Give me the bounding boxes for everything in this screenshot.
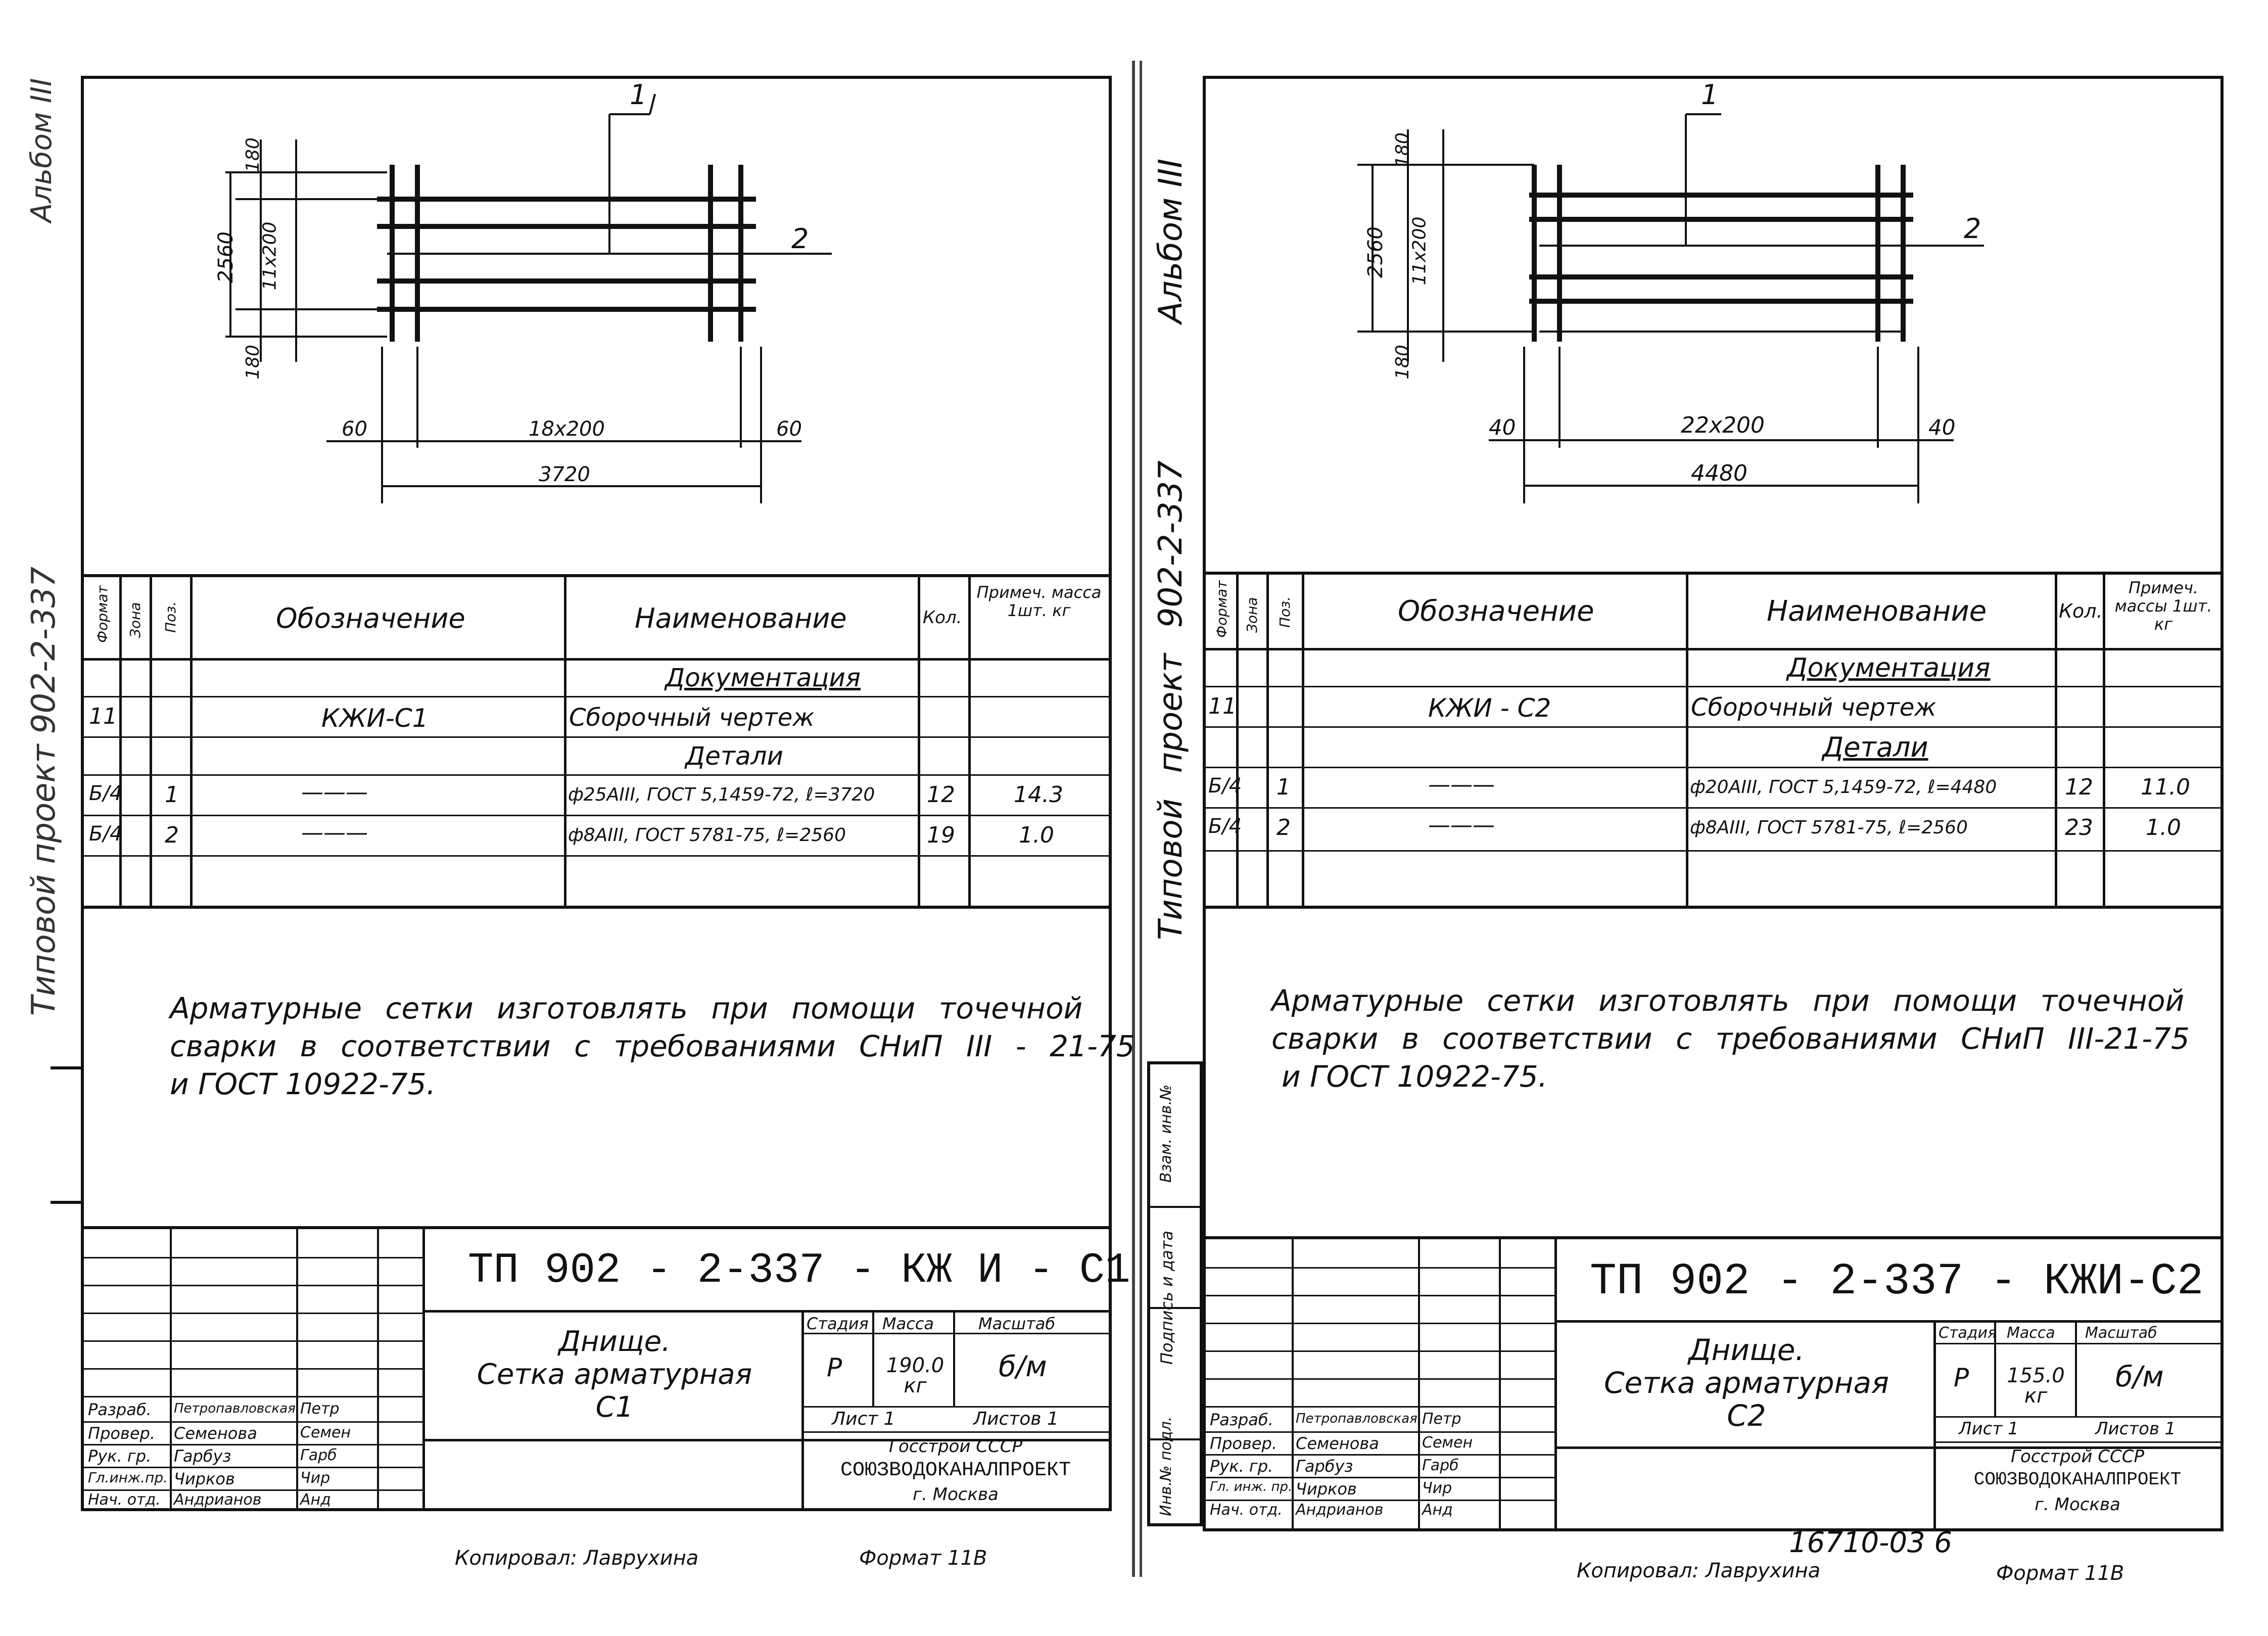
title-name-1: Днище.: [1688, 1333, 1805, 1367]
scale-label: Масштаб: [2085, 1324, 2157, 1342]
role-3: Гл.инж.пр.: [88, 1469, 168, 1486]
dim-right: 60: [776, 417, 802, 441]
org-1: Госстрой СССР: [889, 1436, 1022, 1457]
dim-right: 40: [1928, 415, 1956, 440]
stage-value: Р: [1954, 1363, 1969, 1392]
role-1: Провер.: [88, 1424, 155, 1443]
row2-note: 11.0: [2141, 774, 2190, 800]
note-line-1: Арматурные сетки изготовлять при помощи точечной: [1271, 984, 2185, 1018]
dim-left: 40: [1489, 415, 1516, 440]
hdr-qty: Кол.: [2059, 600, 2103, 622]
dim-total: 3720: [539, 463, 590, 486]
stage-label: Стадия: [1939, 1324, 1997, 1342]
signature-2: Гарб: [300, 1446, 337, 1464]
sheet-num: Лист 1: [832, 1409, 895, 1429]
section-details: Детали: [685, 741, 784, 771]
org-3: г. Москва: [913, 1484, 999, 1505]
hdr-pos: Поз.: [1277, 596, 1293, 628]
hdr-qty: Кол.: [923, 607, 962, 628]
signature-1: Семен: [1422, 1434, 1473, 1452]
dim-height: 2560: [214, 231, 238, 283]
row2-format: Б/4: [1208, 774, 1242, 798]
role-0: Разраб.: [88, 1400, 152, 1419]
callout-2: 2: [1964, 213, 1981, 245]
name-4: Андрианов: [1296, 1501, 1384, 1519]
title-block: [84, 1226, 1130, 1511]
row2-designation: ———: [301, 779, 368, 805]
row2-note: 14.3: [1014, 782, 1063, 808]
name-0: Петропавловская: [1296, 1411, 1418, 1426]
role-1: Провер.: [1210, 1434, 1277, 1453]
row3-note: 1.0: [1019, 822, 1054, 848]
hdr-note: Примеч. масса 1шт. кг: [976, 583, 1102, 620]
row2-qty: 12: [2065, 774, 2093, 800]
copied-by-2: Копировал: Лаврухина: [1577, 1559, 1821, 1582]
dim-top1: 180: [242, 137, 263, 172]
dim-bottom1: 180: [1392, 345, 1413, 380]
callout-1: 1: [630, 79, 647, 111]
dim-top1: 180: [1392, 132, 1413, 167]
hdr-zone: Зона: [127, 602, 144, 638]
drawing-sheet-1: [81, 76, 1135, 1511]
name-3: Чирков: [1296, 1479, 1357, 1499]
row3-pos: 2: [165, 822, 179, 848]
org-2: СОЮЗВОДОКАНАЛПРОЕКТ: [840, 1459, 1071, 1482]
copied-by-1: Копировал: Лаврухина: [455, 1547, 699, 1570]
name-1: Семенова: [1296, 1434, 1379, 1453]
name-4: Андрианов: [174, 1491, 262, 1509]
section-docs: Документация: [665, 663, 861, 692]
signature-4: Анд: [1422, 1501, 1453, 1519]
dim-bottom1: 180: [242, 345, 263, 380]
row1-designation: КЖИ - С2: [1428, 693, 1551, 723]
row2-qty: 12: [927, 782, 955, 808]
row3-note: 1.0: [2146, 815, 2181, 840]
callout-1: 1: [1701, 79, 1719, 111]
hdr-name: Наименование: [635, 602, 847, 634]
title-name-1: Днище.: [558, 1325, 671, 1358]
stamp-number: 16710-03 6: [1789, 1526, 1953, 1559]
mass-label: Масса: [2007, 1324, 2055, 1342]
note-line-1: Арматурные сетки изготовлять при помощи точечной: [170, 991, 1083, 1025]
hdr-designation: Обозначение: [1398, 595, 1594, 628]
dim-left: 60: [342, 417, 367, 441]
signature-1: Семен: [300, 1424, 351, 1441]
stage-value: Р: [827, 1353, 842, 1382]
sheets-total: Листов 1: [973, 1409, 1059, 1429]
row2-name: ф25АIII, ГОСТ 5,1459-72, ℓ=3720: [568, 784, 875, 805]
inv-orig-label: Инв.№ подл.: [1157, 1416, 1175, 1516]
org-3: г. Москва: [2035, 1494, 2120, 1515]
dim-height: 2560: [1363, 226, 1387, 278]
note-line-2: сварки в соответствии с требованиями СНиП III-21-75: [1271, 1021, 2190, 1056]
row1-format: 11: [1208, 693, 1237, 719]
row3-designation: ———: [1428, 812, 1495, 838]
role-4: Нач. отд.: [1210, 1501, 1283, 1519]
doc-code: ТП 902 - 2-337 - КЖ И - С1: [468, 1247, 1130, 1295]
replace-inv-label: Взам. инв.№: [1157, 1084, 1175, 1183]
role-3: Гл. инж. пр.: [1210, 1479, 1293, 1494]
row1-designation: КЖИ-С1: [321, 704, 429, 733]
row1-name: Сборочный чертеж: [569, 704, 815, 732]
name-2: Гарбуз: [174, 1446, 231, 1466]
hdr-format: Формат: [1213, 580, 1230, 638]
hdr-format: Формат: [94, 585, 111, 643]
sheets-total: Листов 1: [2095, 1419, 2176, 1439]
left-margin-album: Альбом III: [25, 78, 58, 222]
dim-middle: 18x200: [529, 417, 605, 441]
hdr-name: Наименование: [1767, 595, 1987, 628]
row3-qty: 23: [2065, 815, 2093, 840]
note-line-3: и ГОСТ 10922-75.: [170, 1067, 436, 1101]
scale-value: б/м: [999, 1350, 1047, 1383]
mass-value: 155.0 кг: [2007, 1364, 2065, 1408]
mesh-drawing-c2: [1206, 79, 2227, 574]
row3-pos: 2: [1277, 815, 1291, 840]
signature-0: Петр: [300, 1400, 340, 1418]
title-name-3: С2: [1727, 1398, 1766, 1433]
role-0: Разраб.: [1210, 1410, 1273, 1429]
signature-4: Анд: [300, 1491, 331, 1509]
role-2: Рук. гр.: [1210, 1457, 1273, 1476]
hdr-designation: Обозначение: [276, 602, 465, 634]
left-margin-text: Типовой проект 902-2-337: [25, 567, 63, 1016]
hdr-note: Примеч. массы 1шт. кг: [2114, 578, 2212, 634]
dim-spacing: 11x200: [1409, 216, 1430, 286]
role-2: Рук. гр.: [88, 1446, 152, 1466]
section-details: Детали: [1822, 731, 1928, 763]
mass-value: 190.0 кг: [886, 1354, 944, 1397]
section-docs: Документация: [1787, 653, 1991, 683]
doc-code: ТП 902 - 2-337 - КЖИ-С2: [1590, 1257, 2204, 1307]
title-name-3: С1: [595, 1391, 634, 1424]
title-name-2: Сетка арматурная: [1604, 1366, 1889, 1400]
row2-pos: 1: [1277, 774, 1291, 800]
name-3: Чирков: [174, 1469, 235, 1488]
role-4: Нач. отд.: [88, 1491, 161, 1509]
note-line-2: сварки в соответствии с требованиями СНиП III - 21-75: [170, 1029, 1135, 1063]
scale-label: Масштаб: [978, 1314, 1056, 1333]
signature-3: Чир: [1422, 1479, 1452, 1497]
hdr-pos: Поз.: [162, 601, 179, 633]
dim-spacing: 11x200: [259, 221, 280, 291]
left-margin-bracket: [51, 1066, 84, 1204]
row3-designation: ———: [301, 820, 368, 846]
row3-format: Б/4: [89, 822, 123, 846]
row2-designation: ———: [1428, 772, 1495, 798]
org-1: Госстрой СССР: [2011, 1446, 2144, 1467]
drawing-sheet-2: [1203, 76, 2224, 1531]
name-0: Петропавловская: [174, 1401, 296, 1416]
signature-0: Петр: [1422, 1410, 1461, 1428]
spec-table: [1206, 572, 2220, 909]
title-block: [1206, 1236, 2220, 1531]
project-label: Типовой проект 902-2-337: [1152, 460, 1190, 940]
note-line-3: и ГОСТ 10922-75.: [1282, 1059, 1548, 1094]
row3-qty: 19: [927, 822, 955, 848]
row2-pos: 1: [165, 782, 179, 808]
format-2: Формат 11В: [1996, 1562, 2124, 1585]
name-1: Семенова: [174, 1424, 257, 1443]
signature-3: Чир: [300, 1469, 330, 1487]
mesh-drawing-c1: [84, 79, 1115, 574]
dim-middle: 22x200: [1681, 412, 1765, 438]
row3-name: ф8АIII, ГОСТ 5781-75, ℓ=2560: [1690, 817, 1968, 838]
sheet-num: Лист 1: [1959, 1419, 2019, 1439]
scale-value: б/м: [2115, 1361, 2164, 1393]
row3-format: Б/4: [1208, 815, 1242, 838]
sign-date-label: Подпись и дата: [1157, 1230, 1176, 1365]
row2-name: ф20АIII, ГОСТ 5,1459-72, ℓ=4480: [1690, 777, 1997, 798]
dim-total: 4480: [1691, 460, 1747, 486]
org-2: СОЮЗВОДОКАНАЛПРОЕКТ: [1973, 1469, 2182, 1490]
row2-format: Б/4: [89, 782, 123, 805]
callout-2: 2: [791, 223, 809, 255]
name-2: Гарбуз: [1296, 1457, 1353, 1476]
row1-format: 11: [89, 704, 117, 729]
hdr-zone: Зона: [1244, 597, 1260, 633]
mass-label: Масса: [882, 1314, 934, 1333]
format-1: Формат 11В: [859, 1547, 987, 1570]
spec-table: [84, 574, 1109, 909]
album-label: Альбом III: [1152, 158, 1190, 323]
row3-name: ф8АIII, ГОСТ 5781-75, ℓ=2560: [568, 825, 846, 846]
title-name-2: Сетка арматурная: [477, 1358, 752, 1391]
signature-2: Гарб: [1422, 1457, 1459, 1474]
row1-name: Сборочный чертеж: [1691, 693, 1936, 722]
stage-label: Стадия: [807, 1314, 869, 1333]
